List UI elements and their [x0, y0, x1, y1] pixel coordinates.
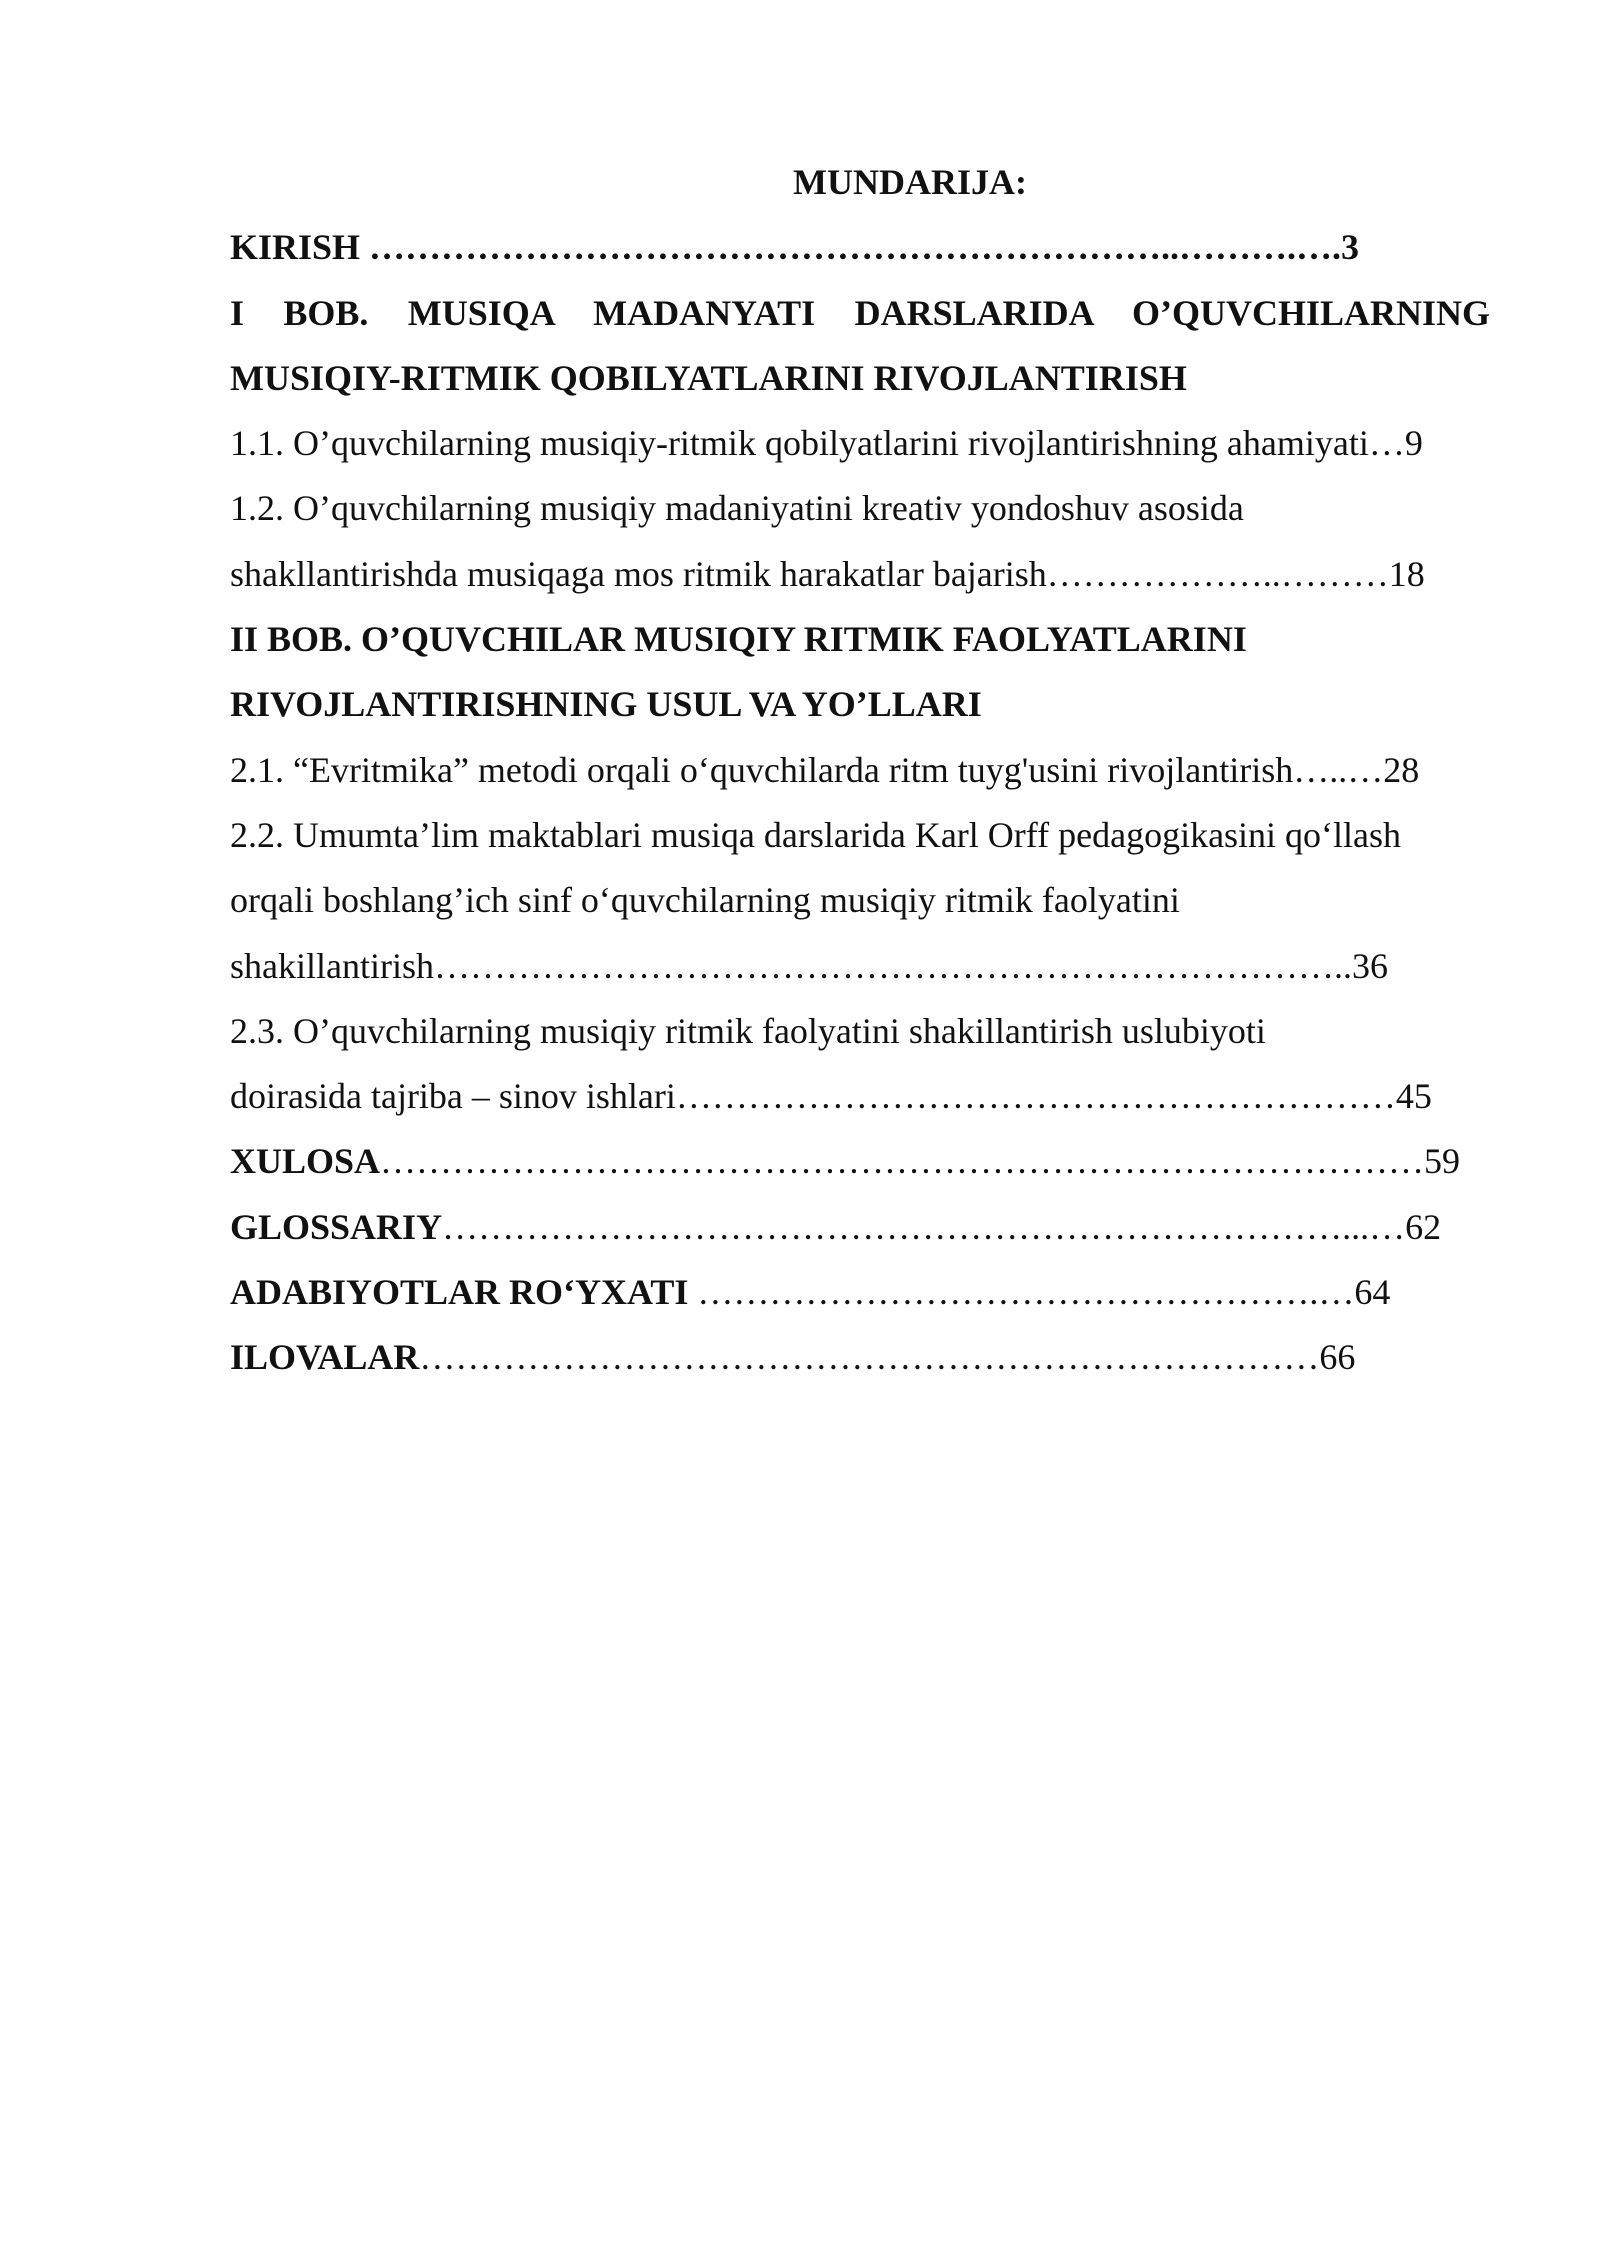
toc-entry-xulosa-leader: ……………………………………………………………………………59	[380, 1141, 1461, 1182]
toc-entry-kirish: KIRISH …………………………………………………………..……….….3	[230, 227, 1360, 268]
toc-entry-2-3-line1: 2.3. O’quvchilarning musiqiy ritmik faolyatini shakillantirish uslubiyoti	[230, 1010, 1266, 1051]
toc-entry-2-2-line3: shakillantirish…………………………………………………………………..36	[230, 945, 1388, 986]
toc-entry-2-1: 2.1. “Evritmika” metodi orqali o‘quvchilarda ritm tuyg'usini rivojlantirish…..…28	[230, 749, 1420, 790]
toc-entry-1-2-line2: shakllantirishda musiqaga mos ritmik harakatlar bajarish………………..………18	[230, 553, 1425, 594]
toc-entry-xulosa	[230, 1129, 1490, 1194]
toc-chapter1-title-line1: I BOB. MUSIQA MADANYATI DARSLARIDA O’QUVCHILARNING	[230, 292, 1490, 333]
toc-entry-adabiyotlar-leader: …………………………………………….…64	[688, 1272, 1391, 1313]
toc-entry-adabiyotlar-label: ADABIYOTLAR RO‘YXATI	[230, 1272, 689, 1313]
toc-entry-glossariy	[230, 1195, 1490, 1260]
toc-entry-1-2-line1: 1.2. O’quvchilarning musiqiy madaniyatini kreativ yondoshuv asosida	[230, 488, 1244, 529]
toc-entry-2-2-line2: orqali boshlang’ich sinf o‘quvchilarning musiqiy ritmik faolyatini	[230, 880, 1180, 921]
toc-chapter2-title-line2: RIVOJLANTIRISHNING USUL VA YO’LLARI	[230, 684, 982, 725]
toc-entry-ilovalar-label: ILOVALAR	[230, 1337, 420, 1378]
toc-chapter1-title-line2: MUSIQIY-RITMIK QOBILYATLARINI RIVOJLANTIRISH	[230, 357, 1187, 398]
toc-entry-adabiyotlar	[230, 1260, 1490, 1325]
toc-entry-glossariy-leader: …………………………………………………………………...…62	[442, 1206, 1442, 1247]
toc-entry-xulosa-label: XULOSA	[230, 1141, 381, 1182]
table-of-contents	[230, 150, 1490, 1391]
toc-entry-ilovalar	[230, 1325, 1490, 1390]
toc-chapter2-title-line1: II BOB. O’QUVCHILAR MUSIQIY RITMIK FAOLYATLARINI	[230, 619, 1247, 660]
toc-entry-1-1: 1.1. O’quvchilarning musiqiy-ritmik qobilyatlarini rivojlantirishning ahamiyati…9	[230, 423, 1423, 464]
toc-entry-ilovalar-leader: …………………………………………………………………66	[419, 1337, 1356, 1378]
toc-entry-2-2-line1: 2.2. Umumta’lim maktablari musiqa darslarida Karl Orff pedagogikasini qo‘llash	[230, 814, 1402, 855]
toc-entry-glossariy-label: GLOSSARIY	[230, 1206, 443, 1247]
toc-title: MUNDARIJA:	[793, 162, 1027, 202]
toc-entry-2-3-line2: doirasida tajriba – sinov ishlari……………………………………………………45	[230, 1076, 1432, 1117]
